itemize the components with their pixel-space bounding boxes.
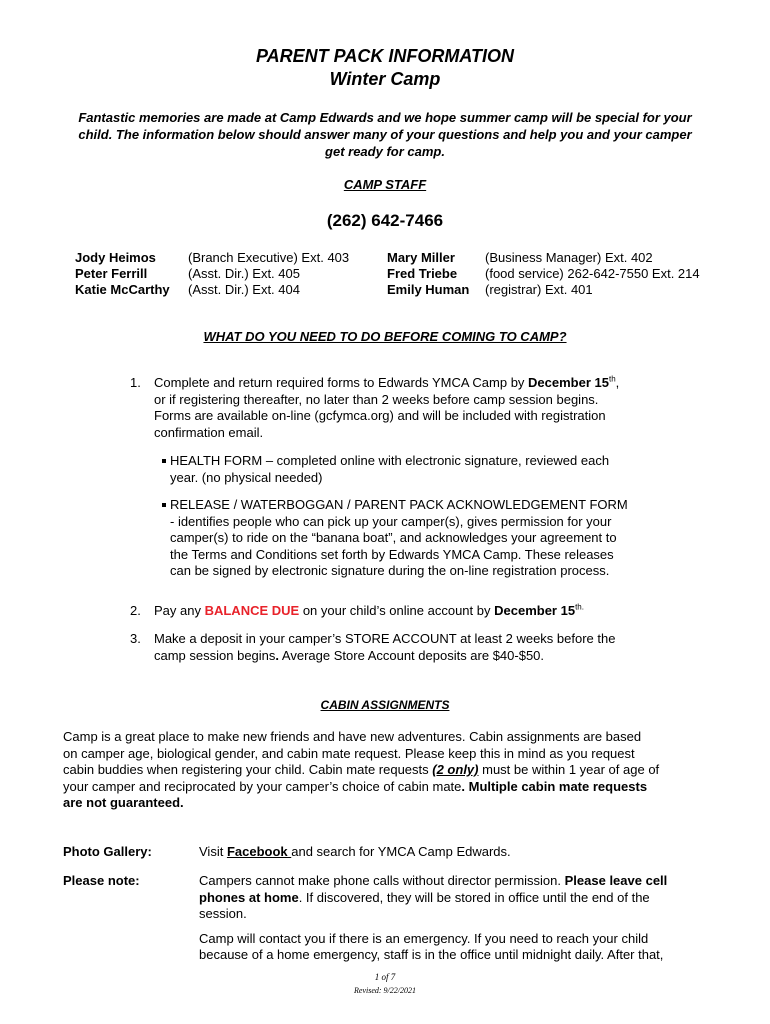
- note-text: session.: [199, 906, 247, 921]
- camp-phone: (262) 642-7466: [326, 211, 444, 230]
- bullet-text: - identifies people who can pick up your camper(s), gives permission for your: [170, 513, 612, 529]
- page-title: PARENT PACK INFORMATION: [256, 46, 514, 66]
- staff-role: (registrar) Ext. 401: [485, 282, 593, 297]
- cabin-text: Camp is a great place to make new friends and have new adventures. Cabin assignments are based: [63, 729, 642, 744]
- cabin-heading: CABIN ASSIGNMENTS: [320, 698, 450, 712]
- list-item-1: [154, 375, 714, 441]
- cabin-text: on camper age, biological gender, and cabin mate request. Please keep this in mind as you request: [63, 745, 635, 761]
- bullet-text: RELEASE / WATERBOGGAN / PARENT PACK ACKNOWLEDGEMENT FORM: [170, 497, 628, 512]
- bullet-release-form: [162, 497, 682, 580]
- item-text: Forms are available on-line (gcfymca.org) and will be included with registration: [154, 408, 606, 423]
- cabin-text: . Multiple cabin mate requests: [461, 778, 648, 794]
- staff-right-roles: [485, 250, 700, 298]
- item-text: or if registering thereafter, no later than 2 weeks before camp session begins.: [154, 391, 599, 407]
- bullet-text: HEALTH FORM – completed online with electronic signature, reviewed each: [170, 453, 610, 468]
- bullet-icon: [162, 503, 166, 507]
- item-text: .: [275, 647, 280, 663]
- cabin-limit-text: (2 only): [432, 762, 479, 777]
- bullet-icon: [162, 459, 166, 463]
- staff-role: (Business Manager) Ext. 402: [485, 250, 653, 265]
- staff-role: (food service) 262-642-7550 Ext. 214: [485, 266, 700, 281]
- staff-role: (Asst. Dir.) Ext. 405: [188, 266, 300, 281]
- staff-left-roles: [188, 250, 349, 298]
- please-note-label: Please note:: [63, 873, 140, 888]
- cabin-text: are not guaranteed.: [63, 795, 184, 810]
- cabin-paragraph: [63, 729, 723, 812]
- photo-text: and search for YMCA Camp Edwards.: [291, 844, 511, 859]
- list-item-3: [154, 631, 714, 664]
- note-text: Please leave cell: [564, 873, 668, 888]
- note-text: . If discovered, they will be stored in office until the end of the: [298, 889, 650, 905]
- staff-name: Emily Human: [387, 282, 470, 297]
- cabin-text: cabin buddies when registering your child. Cabin mate requests: [63, 762, 433, 777]
- staff-name: Fred Triebe: [387, 266, 458, 281]
- balance-due-text: BALANCE DUE: [204, 603, 300, 618]
- staff-name: Peter Ferrill: [75, 266, 148, 281]
- staff-name: Jody Heimos: [75, 250, 156, 265]
- bullet-text: the Terms and Conditions set forth by Edwards YMCA Camp. These releases: [170, 546, 614, 562]
- item-text: camp session begins: [154, 647, 276, 663]
- photo-text: Visit: [199, 844, 227, 859]
- item-text: confirmation email.: [154, 424, 264, 440]
- photo-gallery-text: [199, 844, 719, 861]
- list-number: 2.: [130, 603, 141, 618]
- ordinal-suffix: th.: [575, 602, 584, 612]
- page-subtitle: Winter Camp: [329, 69, 441, 89]
- bullet-text: camper(s) to ride on the “banana boat”, and acknowledges your agreement to: [170, 530, 617, 545]
- note-text: Campers cannot make phone calls without director permission.: [199, 873, 565, 888]
- cabin-text: your camper and reciprocated by your camper’s choice of cabin mate: [63, 778, 462, 794]
- cabin-text: must be within 1 year of age of: [478, 762, 660, 777]
- staff-right-names: [387, 250, 469, 298]
- note-text: Camp will contact you if there is an emergency. If you need to reach your child: [199, 930, 649, 946]
- item-text: Complete and return required forms to Edwards YMCA Camp by: [154, 375, 529, 390]
- staff-left-names: [75, 250, 170, 298]
- deadline-text: December 15: [528, 375, 609, 390]
- item-text: Make a deposit in your camper’s STORE ACCOUNT at least 2 weeks before the: [154, 631, 616, 646]
- bullet-text: year. (no physical needed): [170, 469, 323, 485]
- bullet-text: can be signed by electronic signature during the on-line registration process.: [170, 563, 610, 578]
- staff-role: (Branch Executive) Ext. 403: [188, 250, 350, 265]
- bullet-health-form: [162, 453, 672, 486]
- item-text: ,: [615, 375, 620, 390]
- ordinal-suffix: th: [609, 374, 616, 384]
- list-number: 1.: [130, 375, 141, 390]
- note-text: because of a home emergency, staff is in the office until midnight daily. After that,: [199, 947, 664, 962]
- staff-name: Mary Miller: [387, 250, 455, 265]
- item-text: Average Store Account deposits are $40-$50.: [279, 647, 545, 663]
- please-note-text: [199, 873, 719, 964]
- staff-name: Katie McCarthy: [75, 282, 170, 297]
- note-text: phones at home: [199, 889, 299, 905]
- camp-staff-heading: CAMP STAFF: [343, 177, 427, 192]
- intro-paragraph: Fantastic memories are made at Camp Edwards and we hope summer camp will be special for your child. The information below should answer many of your questions and help you and your camper get ready for camp.: [78, 110, 692, 159]
- item-text: on your child’s online account by: [299, 603, 495, 618]
- staff-role: (Asst. Dir.) Ext. 404: [188, 282, 300, 297]
- deadline-text: December 15: [494, 603, 576, 618]
- before-camp-heading: WHAT DO YOU NEED TO DO BEFORE COMING TO CAMP?: [203, 329, 567, 344]
- list-item-2: [154, 603, 714, 620]
- revised-date: Revised: 9/22/2021: [354, 986, 416, 995]
- item-text: Pay any: [154, 603, 205, 618]
- page-number: 1 of 7: [374, 972, 396, 982]
- facebook-link[interactable]: Facebook: [226, 844, 292, 859]
- list-number: 3.: [130, 631, 141, 646]
- photo-gallery-label: Photo Gallery:: [63, 844, 152, 859]
